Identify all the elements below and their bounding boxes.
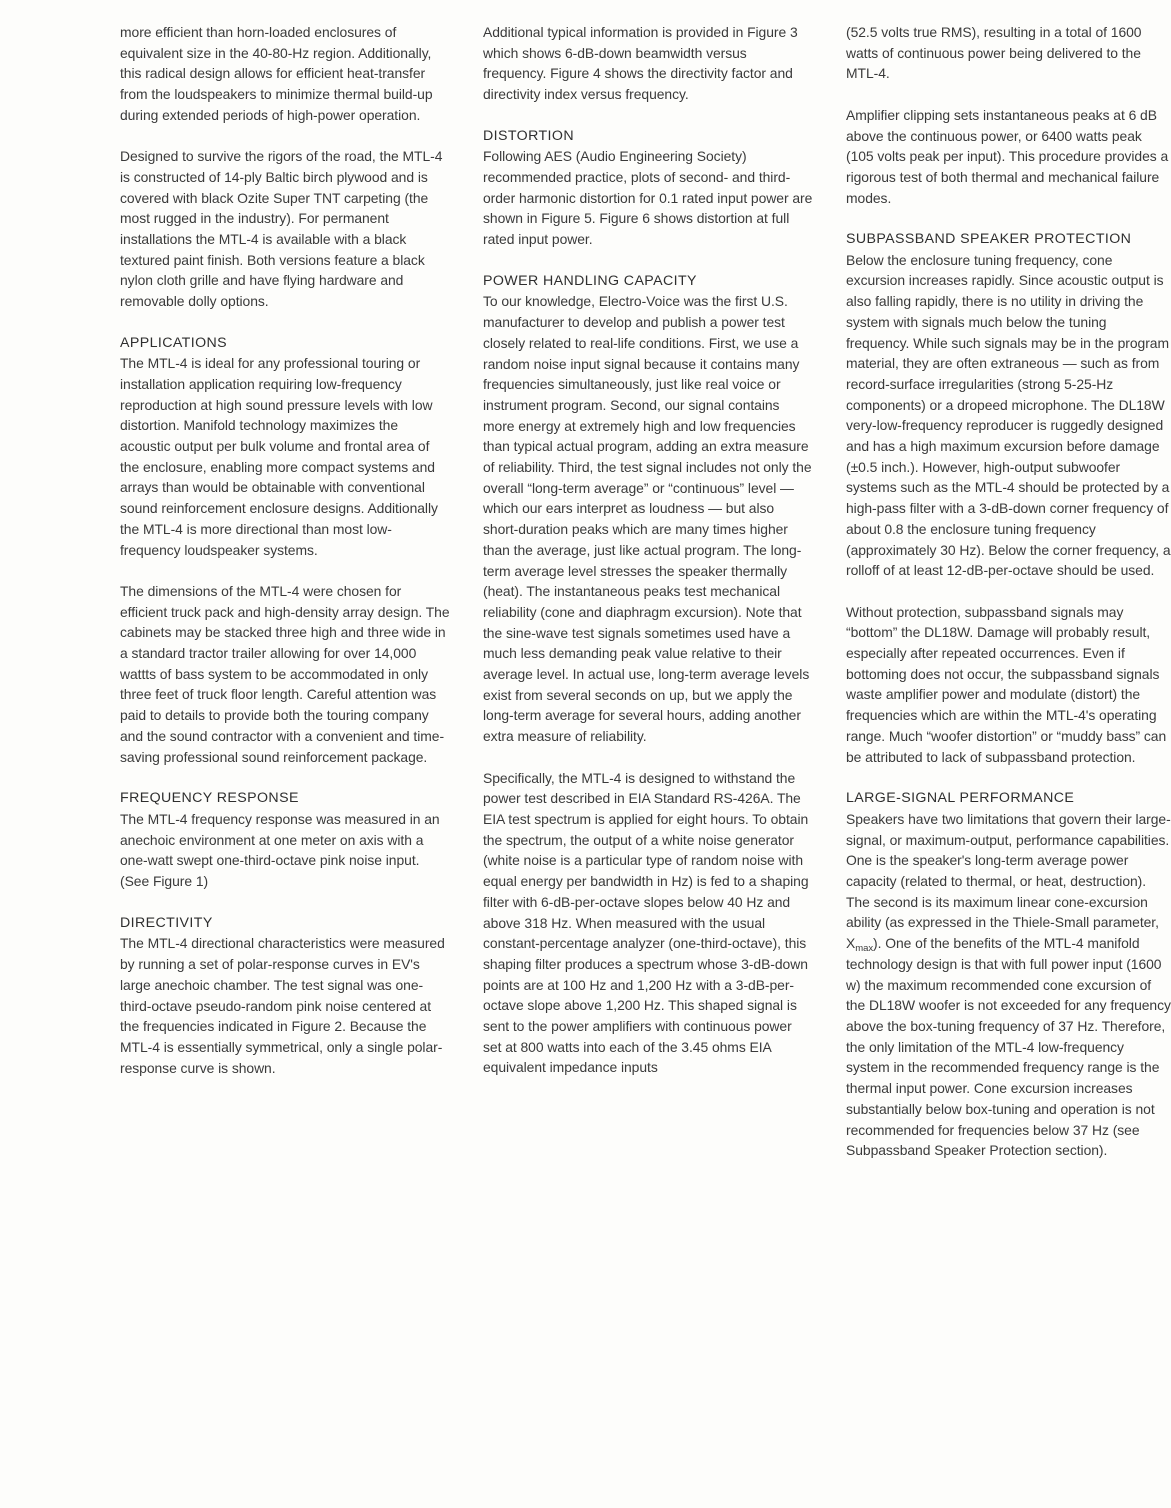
distortion-paragraph: Following AES (Audio Engineering Society) recommended practice, plots of second- and third-order harmonic distortion for 0.1 rated input power are shown in Figure 5. Figure 6 shows distortion at full rated input power.: [483, 148, 813, 248]
subpassband-heading: SUBPASSBAND SPEAKER PROTECTION: [846, 231, 1132, 247]
directivity-paragraph: The MTL-4 directional characteristics were measured by running a set of polar-response curves in EV's large anechoic chamber. The test signal was one-third-octave pseudo-random pink noise centered at the frequencies indicated in Figure 2. Because the MTL-4 is essentially symmetrical, only a single polar-response curve is shown.: [120, 935, 445, 1076]
large-signal-text-after: ). One of the benefits of the MTL-4 manifold technology design is that with full power input (1600 w) the maximum recommended cone excursion of the DL18W woofer is not exceeded for any frequency above the box-tuning frequency of 37 Hz. Therefore, the only limitation of the MTL-4 low-frequency system in the recommended frequency range is the thermal input power. Cone excursion increases substantially below box-tuning and operation is not recommended for frequencies below 37 Hz (see Subpassband Speaker Protection section).: [846, 935, 1171, 1159]
large-signal-text-before: Speakers have two limitations that govern their large-signal, or maximum-output, performance capabilities. One is the speaker's long-term average power capacity (related to thermal, or heat, destruction). The second is its maximum linear cone-excursion ability (as expressed in the Thiele-Small parameter, X: [846, 810, 1171, 952]
large-signal-section: [846, 788, 1171, 1161]
column-2: [483, 22, 813, 1099]
large-signal-paragraph: [846, 809, 1171, 1161]
additional-info-paragraph: Additional typical information is provided in Figure 3 which shows 6-dB-down beamwidth versus frequency. Figure 4 shows the directivity factor and directivity index versus frequency.: [483, 24, 798, 103]
power-test-continued-paragraph: (52.5 volts true RMS), resulting in a total of 1600 watts of continuous power being delivered to the MTL-4.: [846, 24, 1142, 82]
directivity-heading: DIRECTIVITY: [120, 914, 213, 931]
power-handling-paragraph-1: To our knowledge, Electro-Voice was the first U.S. manufacturer to develop and publish a power test closely related to real-life conditions. First, we use a random noise input signal because it contains many frequencies simultaneously, just like real voice or instrument program. Second, our signal contains more energy at extremely high and low frequencies than typical actual program, adding an extra measure of reliability. Third, the test signal includes not only the overall “long-term average” or “continuous” level — which our ears interpret as loudness — but also short-duration peaks which are many times higher than the average, just like actual program. The long-term average level stresses the speaker thermally (heat). The instantaneous peaks test mechanical reliability (cone and diaphragm excursion). Note that the sine-wave test signals sometimes used have a much less demanding peak value relative to their average level. In actual use, long-term average levels exist from several seconds on up, but we apply the long-term average for several hours, adding another extra measure of reliability.: [483, 293, 812, 745]
subpassband-paragraph-2: Without protection, subpassband signals may “bottom” the DL18W. Damage will probably result, especially after repeated occurrences. Even if bottoming does not occur, the subpassband signals waste amplifier power and modulate (distort) the frequencies which are within the MTL-4's operating range. Much “woofer distortion” or “muddy bass” can be attributed to lack of subpassband protection.: [846, 603, 1167, 765]
applications-paragraph-1: The MTL-4 is ideal for any professional touring or installation application requiring low-frequency reproduction at high sound pressure levels with low distortion. Manifold technology maximizes the acoustic output per bulk volume and frontal area of the enclosure, enabling more compact systems and arrays than would be obtainable with conventional sound reinforcement enclosure designs. Additionally the MTL-4 is more directional than most low-frequency loudspeaker systems.: [120, 355, 438, 558]
column-3: [846, 22, 1171, 1182]
applications-paragraph-2: The dimensions of the MTL-4 were chosen for efficient truck pack and high-density array design. The cabinets may be stacked three high and three wide in a standard tractor trailer allowing for over 14,000 wattts of bass system to be accommodated in only three feet of truck floor length. Careful attention was paid to details to provide both the touring company and the sound contractor with a convenient and time-saving professional sound reinforcement package.: [120, 582, 450, 765]
power-handling-section: [483, 271, 813, 1078]
applications-heading: APPLICATIONS: [120, 334, 228, 351]
directivity-section: [120, 913, 450, 1079]
large-signal-heading: LARGE-SIGNAL PERFORMANCE: [846, 790, 1075, 807]
distortion-heading: DISTORTION: [483, 127, 574, 144]
xmax-subscript: max: [855, 943, 874, 955]
construction-paragraph: Designed to survive the rigors of the road, the MTL-4 is constructed of 14-ply Baltic birch plywood and is covered with black Ozite Super TNT carpeting (the most rugged in the industry). For permanent installations the MTL-4 is available with a black textured paint finish. Both versions feature a black nylon cloth grille and have flying hardware and removable dolly options.: [120, 148, 443, 310]
subpassband-section: [846, 229, 1171, 767]
frequency-response-heading: FREQUENCY RESPONSE: [120, 790, 299, 807]
power-handling-heading: POWER HANDLING CAPACITY: [483, 272, 697, 289]
column-1: [120, 22, 450, 1099]
power-handling-paragraph-2: Specifically, the MTL-4 is designed to withstand the power test described in EIA Standard RS-426A. The EIA test spectrum is applied for eight hours. To obtain the spectrum, the output of a white noise generator (white noise is a particular type of random noise with equal energy per bandwidth in Hz) is fed to a shaping filter with 6-dB-per-octave slopes below 40 Hz and above 318 Hz. When measured with the usual constant-percentage analyzer (one-third-octave), this shaping filter produces a spectrum whose 3-dB-down points are at 100 Hz and 1,200 Hz with a 3-dB-per-octave slope above 1,200 Hz. This shaped signal is sent to the power amplifiers with continuous power set at 800 watts into each of the 3.45 ohms EIA equivalent impedance inputs: [483, 769, 809, 1076]
frequency-response-section: [120, 788, 450, 892]
frequency-response-paragraph: The MTL-4 frequency response was measured in an anechoic environment at one meter on axis with a one-watt swept one-third-octave pink noise input. (See Figure 1): [120, 810, 440, 890]
applications-section: [120, 333, 450, 768]
intro-continued-paragraph: more efficient than horn-loaded enclosures of equivalent size in the 40-80-Hz region. Additionally, this radical design allows for efficient heat-transfer from the loudspeakers to minimize thermal build-up during extended periods of high-power operation.: [120, 24, 433, 123]
distortion-section: [483, 126, 813, 250]
amplifier-clipping-paragraph: Amplifier clipping sets instantaneous peaks at 6 dB above the continuous power, or 6400 watts peak (105 volts peak per input). This procedure provides a rigorous test of both thermal and mechanical failure modes.: [846, 106, 1169, 206]
subpassband-paragraph-1: Below the enclosure tuning frequency, cone excursion increases rapidly. Since acoustic output is also falling rapidly, there is no utility in driving the system with signals much below the tuning frequency. While such signals may be in the program material, they are often extraneous — such as from record-surface irregularities (strong 5-25-Hz components) or a dropeed microphone. The DL18W very-low-frequency reproducer is ruggedly designed and has a high maximum excursion before damage (±0.5 inch.). However, high-output subwoofer systems such as the MTL-4 should be protected by a high-pass filter with a 3-dB-down corner frequency of about 0.8 the enclosure tuning frequency (approximately 30 Hz). Below the corner frequency, a rolloff of at least 12-dB-per-octave should be used.: [846, 251, 1171, 579]
